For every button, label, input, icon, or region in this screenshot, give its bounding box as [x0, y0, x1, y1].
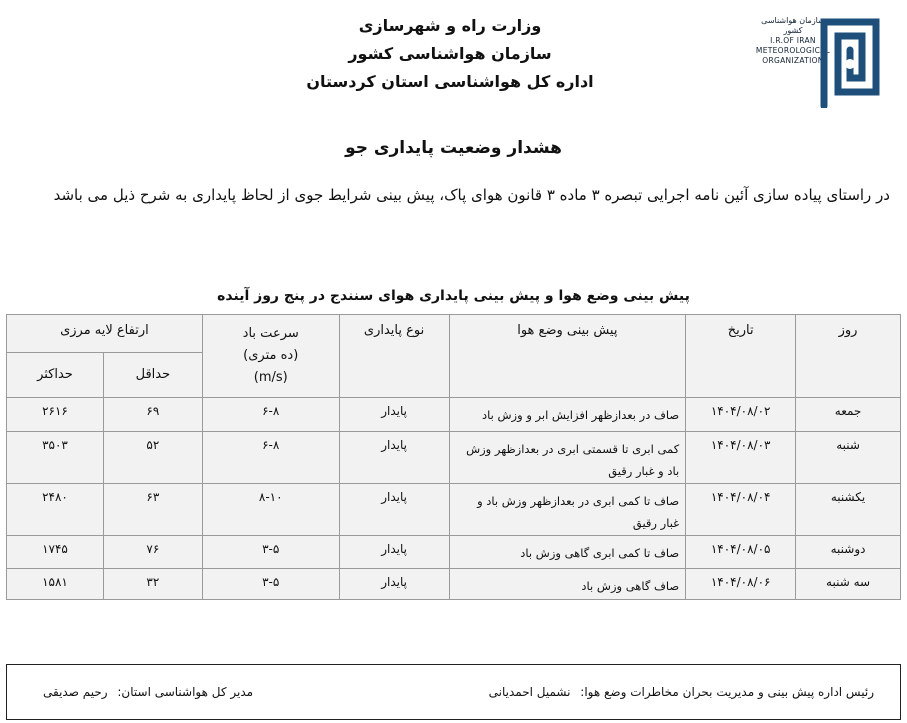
logo-spiral-icon — [816, 12, 886, 108]
header-max: حداکثر — [7, 353, 104, 398]
organization-name: سازمان هواشناسی کشور — [348, 44, 552, 63]
row-day: یکشنبه — [796, 484, 901, 536]
row-min: ۶۳ — [103, 484, 202, 536]
row-min: ۳۲ — [103, 569, 202, 600]
table-row — [7, 536, 901, 569]
header-wind-speed-line2: (ده متری) — [243, 348, 299, 363]
logo-text-en-3: ORGANIZATION — [762, 56, 824, 65]
intro-paragraph: در راستای پیاده سازی آئین نامه اجرایی تبصره ۳ ماده ۳ قانون هوای پاک، پیش بینی شرایط جوی از لحاظ پایداری به شرح ذیل می باشد — [53, 186, 890, 204]
row-stability: پایدار — [339, 398, 449, 432]
row-date: ۱۴۰۴/۰۸/۰۴ — [686, 484, 796, 536]
row-forecast: صاف تا کمی ابری در بعدازظهر وزش باد و غبار رقیق — [449, 484, 686, 536]
office-name: اداره کل هواشناسی استان کردستان — [306, 72, 594, 91]
row-max: ۳۵۰۳ — [7, 432, 104, 484]
table-row — [7, 569, 901, 600]
signature-box — [6, 664, 901, 720]
row-max: ۲۴۸۰ — [7, 484, 104, 536]
header-day: روز — [796, 315, 901, 398]
meteorological-organization-logo — [752, 12, 892, 112]
row-day: سه شنبه — [796, 569, 901, 600]
row-min: ۷۶ — [103, 536, 202, 569]
row-min: ۵۲ — [103, 432, 202, 484]
forecast-table — [6, 314, 901, 600]
logo-text-fa: سازمان هواشناسی کشور — [761, 16, 825, 35]
forecast-head-name: نشمیل احمدیانی — [488, 685, 571, 699]
table-row — [7, 432, 901, 484]
document-header — [0, 0, 907, 120]
row-wind-speed: ۸-۱۰ — [202, 484, 339, 536]
row-day: شنبه — [796, 432, 901, 484]
row-wind-speed: ۳-۵ — [202, 569, 339, 600]
row-day: جمعه — [796, 398, 901, 432]
table-row — [7, 484, 901, 536]
header-date: تاریخ — [686, 315, 796, 398]
row-stability: پایدار — [339, 536, 449, 569]
row-date: ۱۴۰۴/۰۸/۰۶ — [686, 569, 796, 600]
header-wind-speed-line3: (m/s) — [253, 370, 288, 385]
page-title: هشدار وضعیت پایداری جو — [345, 138, 562, 158]
row-forecast: صاف در بعدازظهر افزایش ابر و وزش باد — [449, 398, 686, 432]
forecast-head-signature — [483, 685, 874, 699]
row-date: ۱۴۰۴/۰۸/۰۵ — [686, 536, 796, 569]
row-wind-speed: ۶-۸ — [202, 432, 339, 484]
row-date: ۱۴۰۴/۰۸/۰۲ — [686, 398, 796, 432]
row-wind-speed: ۶-۸ — [202, 398, 339, 432]
ministry-heading — [250, 12, 650, 96]
forecast-head-role: رئیس اداره پیش بینی و مدیریت بحران مخاطرات وضع هوا: — [580, 685, 874, 699]
table-row — [7, 398, 901, 432]
row-forecast: صاف تا کمی ابری گاهی وزش باد — [449, 536, 686, 569]
header-wind-speed-line1: سرعت باد — [242, 326, 299, 341]
row-max: ۲۶۱۶ — [7, 398, 104, 432]
row-max: ۱۷۴۵ — [7, 536, 104, 569]
logo-text-en-2: METEOROLOGICAL — [755, 46, 831, 55]
row-day: دوشنبه — [796, 536, 901, 569]
logo-text-en-1: I.R.OF IRAN — [770, 36, 816, 45]
director-signature — [37, 685, 253, 699]
header-min: حداقل — [103, 353, 202, 398]
row-stability: پایدار — [339, 484, 449, 536]
row-min: ۶۹ — [103, 398, 202, 432]
ministry-name: وزارت راه و شهرسازی — [358, 16, 542, 35]
row-forecast: صاف گاهی وزش باد — [449, 569, 686, 600]
header-forecast: پیش بینی وضع هوا — [449, 315, 686, 398]
header-wind-speed — [202, 315, 339, 398]
header-boundary-layer: ارتفاع لایه مرزی — [7, 315, 203, 353]
row-max: ۱۵۸۱ — [7, 569, 104, 600]
director-name: رحیم صدیقی — [43, 685, 108, 699]
header-stability: نوع پایداری — [339, 315, 449, 398]
row-forecast: کمی ابری تا قسمتی ابری در بعدازظهر وزش باد و غبار رقیق — [449, 432, 686, 484]
row-stability: پایدار — [339, 432, 449, 484]
row-stability: پایدار — [339, 569, 449, 600]
table-title: پیش بینی وضع هوا و پیش بینی پایداری هوای سنندج در پنج روز آینده — [217, 288, 690, 304]
director-role: مدیر کل هواشناسی استان: — [117, 685, 254, 699]
row-wind-speed: ۳-۵ — [202, 536, 339, 569]
row-date: ۱۴۰۴/۰۸/۰۳ — [686, 432, 796, 484]
